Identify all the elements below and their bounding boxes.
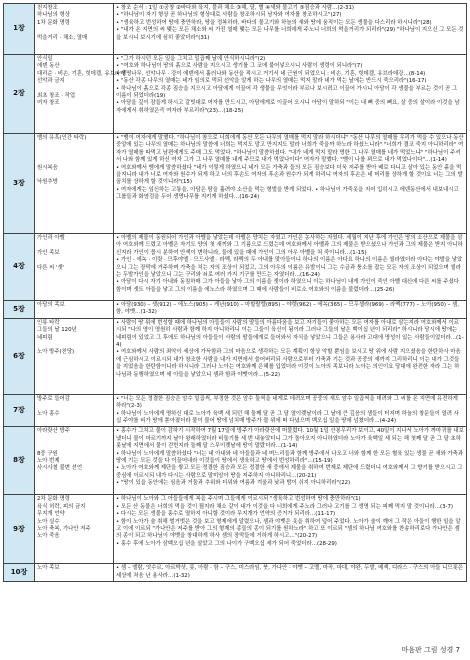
topic-item: 노아 죽음 [37,533,60,540]
topic-item: 노아 번제 [37,458,60,465]
chapter-label: 2장 [4,55,35,134]
note-item: • 홍수 후에 노아가 삼백오십 년을 살았고 그의 나이가 구백오십 세가 되어 죽었더라…(28-29) [116,540,337,547]
note-item: • 가인 · 에녹 · 이랏 · 므후야엘 · 므드사엘 · 라멕, 라멕의 두 아내를 맞아들이니 하나의 이름은 아다요 하나의 이름은 씰라였더라 아다는 야발을 낳았으니 그는 장막에 거주하며 가축을 치는 자의 조상이 되었고, 그의 아우의 이름은 유발이니 그는 수금과 퉁소를 잡는 모든 자의 조상이 되었으며 씰라는 두발가인을 낳았으니 그는 구리와 쇠로 여러 가지 기구를 만드는 자였더라…(16-24) [116,257,463,279]
note-item: • 하나님이 노아에게 말씀하셨다 "너는 네 아내와 네 아들들과 네 며느리들과 함께 방주에서 나오고 너와 함께 한 모든 혈육 있는 생물 곧 새와 가축과 땅에 기는 모든 것을 다 이끌어내라 이것들이 땅에서 생육하고 땅에서 번성하리라"…(15-19) [116,450,464,465]
topic-item [37,142,111,149]
note-item: • 함이 노아가 술 취해 벌거벗은 것을 보고 형제에게 알렸으나, 셈과 야벳은 옷을 취하여 덮어 주었다. 노아가 술이 깨어 그 작은 아들이 행한 일을 알고 이에 이르되 "가나안은 저주를 받아 그의 형제의 종들의 종이 되기를 원하노라" 하고 또 이르되 "셈의 하나님 여호와를 찬송하리로다 가나안은 셈의 종이 되고 하나님이 야벳을 창대하게 하사 셈의 장막들에 거하게 하시고…"(20-27) [116,518,461,540]
note-item: • 노아가 여호와께 제단을 쌓고 모든 정결한 짐승과 모든 정결한 새 중에서 제물을 취하여 번제로 제단에 드렸더니 여호와께서 그 향기를 받으시고 그 중심에 이르시되 내가 다시는 사람으로 말미암아 땅을 저주하지 아니하리니…(20-21) [116,465,463,479]
topic-item: 대리순 · 비손, 기혼, 힛데겔, 유브라데 [37,70,126,77]
topic-item: 2차 문화 명령 [37,496,70,503]
note-item: • 셈 – 엘람, 앗수르, 아르박삿, 룻, 아람 · 함 – 구스, 미스라임, 붓, 가나안 · 야벳 – 고멜, 마곡, 마대, 야완, 두발, 메섹, 디라스 · 구스의 아들 니므롯은 세상에 처음 난 용사라…(1-32) [116,565,464,579]
chapter-row [4,427,467,495]
chapter-label: 9장 [4,495,35,564]
outline-sheet [3,3,467,582]
chapter-label: 3장 [4,134,35,234]
note-item: • 하나님이 노아에게 명하신 대로 노아가 육백 세 되던 해 둘째 달 곧 그 달 열이렛날이라 그 날에 큰 깊음의 샘들이 터지며 하늘의 창문들이 열려 사십 주야를 비가 땅에 쏟아졌더라 물이 불어 땅에 넘치매 방주가 물 위에 떠 다녔으며 백오십 일을 땅에 넘쳤더라…(4-24) [116,410,459,425]
note-item: • 여호와께서 사람의 죄악이 세상에 가득함과 그의 마음으로 생각하는 모든 계획이 항상 악할 뿐임을 보시고 땅 위에 사람 지으셨음을 한탄하사 마음에 근심하시고 이르시되 내가 창조한 사람을 내가 지면에서 쓸어버리되 사람으로부터 가축과 기는 것과 공중의 새까지 그리하리니 이는 내가 그것들을 지었음을 한탄함이니라 하시니라 그러나 노아는 여호와께 은혜를 입었더라 이것이 노아의 족보니라 노아는 의인이요 당대에 완전한 자라 그는 하나님과 동행하였으며 세 아들을 낳았으니 셈과 함과 야벳이라…(5-22) [116,349,461,378]
chapter-topics [35,394,114,427]
topic-item [37,403,111,410]
topic-item: 선악과 금지 [37,78,65,85]
topic-item: 하나님의 형상 [37,12,70,19]
note-item: • 여호와께서 뱀에게 말씀하셨다 "네가 이렇게 하였으니 네가 모든 가축과 들의 모든 짐승보다 더욱 저주를 받아 배로 다니고 살아 있는 동안 흙을 먹을지니라 내가 너로 여자와 원수가 되게 하고 너의 후손도 여자의 후손과 원수가 되게 하리니 여자의 후손은 네 머리를 상하게 할 것이요 너는 그의 발꿈치를 상하게 할 것이니라"(15) [116,164,463,186]
chapter-notes [114,134,467,234]
chapter-row [4,301,467,319]
chapter-topics [35,318,114,394]
note-item: • "뱀이 여자에게 말했다. "하나님이 참으로 너희에게 동산 모든 나무의 열매를 먹지 말라 하시더냐" "동산 나무의 열매를 우리가 먹을 수 있으나 동산 중앙에 있는 나무의 열매는 하나님의 말씀에 너희는 먹지도 말고 만지지도 말라 너희가 죽을까 하노라 하셨느니라" "너희가 결코 죽지 아니하리라" 여자가 열매를 따먹고 남편에게도 주매 그도 먹었다. "하나님이 말씀하셨다. "내가 네게 먹지 말라 명한 그 나무 열매를 네가 먹었느냐" "하나님이 주셔서 나와 함께 있게 하신 여자 그가 그 나무 열매를 내게 주므로 내가 먹었나이다" 여자가 말했다. "뱀이 나를 꾀므로 내가 먹었나이다"…(1-14) [116,135,464,164]
chapter-notes [114,564,467,582]
topic-item: 1차 문화 명령 [37,19,70,26]
topic-item: 육식 허락, 피의 금지 [37,503,86,510]
topic-item: 노아 족보 [37,565,60,572]
topic-item [37,436,111,443]
note-item: • 하나님이 노아와 그 아들들에게 복을 주시며 그들에게 이르시되 "생육하고 번성하여 땅에 충만하라"(1) [116,496,361,503]
chapter-notes [114,55,467,134]
topic-item [37,257,111,264]
note-item: • 생명나무, 선악나무 · 강이 에덴에서 흘러나와 동산을 적시고 거기서 네 근원이 되었으니 : 비손, 기혼, 힛데겔, 유브라데강…(8-14) [116,70,426,77]
note-item: • "동산 각종 나무의 열매는 네가 임의로 먹되 선악을 알게 하는 나무의 열매는 먹지 말라 네가 먹는 날에는 반드시 죽으리라"(16-17) [116,78,427,85]
note-item: • "여호와 하나님이 땅의 흙으로 사람을 지으시고 생기를 그 코에 불어넣으시니 사람이 생령이 되니라"(7) [116,63,363,70]
chapter-label: 10장 [4,564,35,582]
chapter-label: 5장 [4,301,35,319]
topic-item: 아라랏산 방주 [37,428,70,435]
topic-item: 원시복음 [37,164,58,171]
note-item: • 모든 산 동물은 너희의 먹을 것이 될지라 채소 같이 내가 이것을 다 너희에게 주노라 그러나 고기를 그 생명 되는 피째 먹지 말 것이니라…(3-7) [116,503,453,510]
chapter-topics [35,301,114,319]
chapter-notes [114,234,467,301]
chapter-notes [114,301,467,319]
chapter-topics [35,234,114,301]
topic-item [37,150,111,157]
note-item: • "땅이 있을 동안에는 심음과 거둠과 추위와 더위와 여름과 겨울과 낮과 밤이 쉬지 아니하리라"(22) [116,480,351,487]
topic-item: 여자 창조 [37,100,60,107]
chapter-row [4,55,467,134]
chapter-topics [35,427,114,495]
chapter-label: 8장 [4,427,35,495]
chapter-topics [35,4,114,55]
chapter-notes [114,427,467,495]
topic-item: 낙원추방 [37,179,58,186]
note-item: • 아벨의 제물이 동원되어 가인과 아벨을 낳았는데 아벨은 양치는 자였고 가인은 농사하는 자였다. 세월이 지난 후에 가인은 땅의 소산으로 제물을 삼아 여호와께 드렸고 아벨은 자기도 양의 첫 새끼와 그 기름으로 드렸는데 여호와께서 아벨과 그의 제물은 받으셨으나 가인과 그의 제물은 받지 아니하신지라 가인이 몹시 분하여 안색이 변하니라, 들에 있을 때에 가인이 그의 아우 아벨을 쳐 죽이니라…(1-15) [116,235,463,256]
topic-item: 에덴 동산 [37,63,60,70]
note-item: • "하나님이 자기 형상 곧 하나님의 형상대로 사람을 창조하시되 남자와 여자를 창조하시고"(27) [116,12,342,19]
topic-item: 아담의 족보 [37,302,65,308]
note-item: • 여자에게는 임신하는 고통을, 아담은 땀을 흘려야 소산을 먹는 형벌을 받게 되었다. • 하나님이 가죽옷을 지어 입히시고 에덴동산에서 내보내시고 그룹들과 화염검을 두어 생명나무를 지키게 하셨다…(16-24) [116,186,459,201]
topic-item: 먹을거리 · 채소, 열매 [37,34,88,41]
chapter-label: 6장 [4,318,35,394]
note-item: • "그가 하시던 모든 일을 그치고 일곱째 날에 안식하시니라"(2) [116,56,266,62]
chapter-row [4,134,467,234]
topic-item: 노아 방주(친당) [37,349,75,356]
chapter-notes [114,495,467,564]
page-footer: 마음판 그림 성경 7 [401,646,460,654]
note-item: • "너는 모든 정결한 짐승은 암수 일곱씩, 부정한 것은 암수 둘씩을 네게로 데려오며 공중의 새도 암수 일곱씩을 데려와 그 씨를 온 지면에 유전하게 하라"(2-3) [116,395,458,410]
topic-item: 그들의 날 120년 [37,327,77,334]
topic-item: 다른 씨 '셋' [37,264,65,271]
chapter-row [4,318,467,394]
chapter-row [4,495,467,564]
note-item: • 사람이 땅 위에 번성할 때에 하나님의 아들들이 사람의 딸들의 아름다움을 보고 자기들이 좋아하는 모든 여자를 아내로 삼는지라 여호와께서 이르시되 "나의 영이 영원히 사람과 함께 하지 아니하리니 이는 그들이 육신이 됨이라 그러나 그들의 날은 백이십 년이 되리라" 하시니라 당시에 땅에는 네피림이 있었고 그 후에도 하나님의 아들들이 사람의 딸들에게로 들어와서 자식을 낳았으니 그들은 용사라 고대에 명성이 있는 사람들이었더라…(1-4) [116,319,464,349]
topic-item: 방주로 들어감 [37,395,70,402]
chapter-row [4,394,467,427]
topic-item: 노아 실수 [37,518,60,525]
topic-item: 8중 구원 [37,450,58,457]
chapter-notes [114,4,467,55]
chapter-label: 4장 [4,234,35,301]
note-item: • 아담을 깊이 잠들게 하시고 갈빗대로 여자를 만드시고, 아담에게로 이끌어 오시니 아담이 말하되 "이는 내 뼈 중의 뼈요, 살 중의 살이라 이것을 남자에게서 취하였은즉 여자라 부르리라"(23)…(18-25) [116,100,460,114]
note-item: • "내가 온 지면의 씨 맺는 모든 채소와 씨 가진 열매 맺는 모든 나무를 너희에게 주노니 너희의 먹을거리가 되리라"(29) "하나님이 지으신 그 모든 것을 보시니 보시기에 심히 좋았더라"(31) [116,27,464,41]
topic-item [37,157,111,164]
topic-item: 노아 홍수 [37,410,60,417]
note-item: • "생육하고 번성하여 땅에 충만하라, 땅을 정복하라, 바다의 물고기와 하늘의 새와 땅에 움직이는 모든 생물을 다스리라 하시니라"(28) [116,19,432,26]
topic-item: 노아 축복, 가나안 저주 [37,526,91,533]
chapter-notes [114,318,467,394]
topic-item: 네피림 [37,334,53,341]
chapter-row [4,234,467,301]
note-item: • 아담이 다시 자기 아내와 동침하매 그가 아들을 낳아 그의 이름을 셋이라 하였으니 이는 하나님이 내게 가인이 죽인 아벨 대신에 다른 씨를 주셨다 함이며 셋도 아들을 낳고 그의 이름을 에노스라 하였으며 그 때에 사람들이 비로소 여호와의 이름을 불렀더라…(25-26) [116,279,459,293]
chapter-notes [114,394,467,427]
topic-item [37,242,111,249]
chapter-row [4,4,467,55]
chapter-topics [35,134,114,234]
topic-item: 최초 창조 · 작업 [37,93,76,100]
chapter-label: 1장 [4,4,35,55]
topic-item: 뱀의 유혹(인간 타락) [37,135,87,141]
topic-item [37,27,111,34]
topic-item: 무지개 언약 [37,511,65,518]
outline-table [3,3,467,582]
topic-item: 가인 족보 [37,249,60,256]
chapter-label: 7장 [4,394,35,427]
chapter-topics [35,564,114,582]
note-item: • 아담(930) – 셋(912) – 에노스(905) – 게난(910) – 마할랄렐(895) – 야렛(962) – 에녹(365) – 므두셀라(969) – 라멕(777) – 노아(950) – 셈, 함, 야벳…(1-32) [116,302,459,316]
topic-item: 안식일 [37,56,53,62]
note-item: • 하나님이 흙으로 각종 짐승을 지으시고 아담에게 이끌어 각 생물을 무엇이라 부르나 보시려고 이끌어 가시니 아담이 각 생물을 부르는 것이 곧 그 이름이 되었더라(19) [116,85,458,100]
topic-item: 천지창조 [37,5,58,11]
chapter-row [4,564,467,582]
chapter-topics [35,55,126,134]
topic-item: 가인과 아벨 [37,235,65,241]
topic-item [37,86,111,93]
note-item: • 다시는 모든 생물을 홍수로 멸하지 아니할 것이라 무지개가 언약의 증거가 되리라…(11-17) [116,511,336,518]
chapter-topics [35,495,114,564]
note-item: • 홍수가 그치고 물이 감하기 시작하여 7월 17일에 방주가 아라랏산에 머물렀다. 10월 1일 산봉우리가 보이고, 40일이 지나서 노아가 까마귀를 내보냈더니 물이 마르기까지 날아 왕래하였더라 비둘기를 세 번 내놓았더니 그가 돌아오지 아니하였더라 노아가 육백일 세 되는 해 첫째 달 곧 그 달 초하룻날에 지면에서 물이 걷힌지라 둘째 달 스무이렛날에 땅이 말랐더라…(1-14) [116,428,464,450]
topic-item [37,443,111,450]
topic-item: 사시사철 불변 선언 [37,465,83,472]
topic-item: 인류 타락 [37,319,60,326]
note-item: • 창조 순서 : 1일 ①궁창 ②바다와 육지, 풀과 채소 ③해, 달, 별 ④새와 물고기 ⑤짐승과 사람…(2-31) [116,5,354,11]
